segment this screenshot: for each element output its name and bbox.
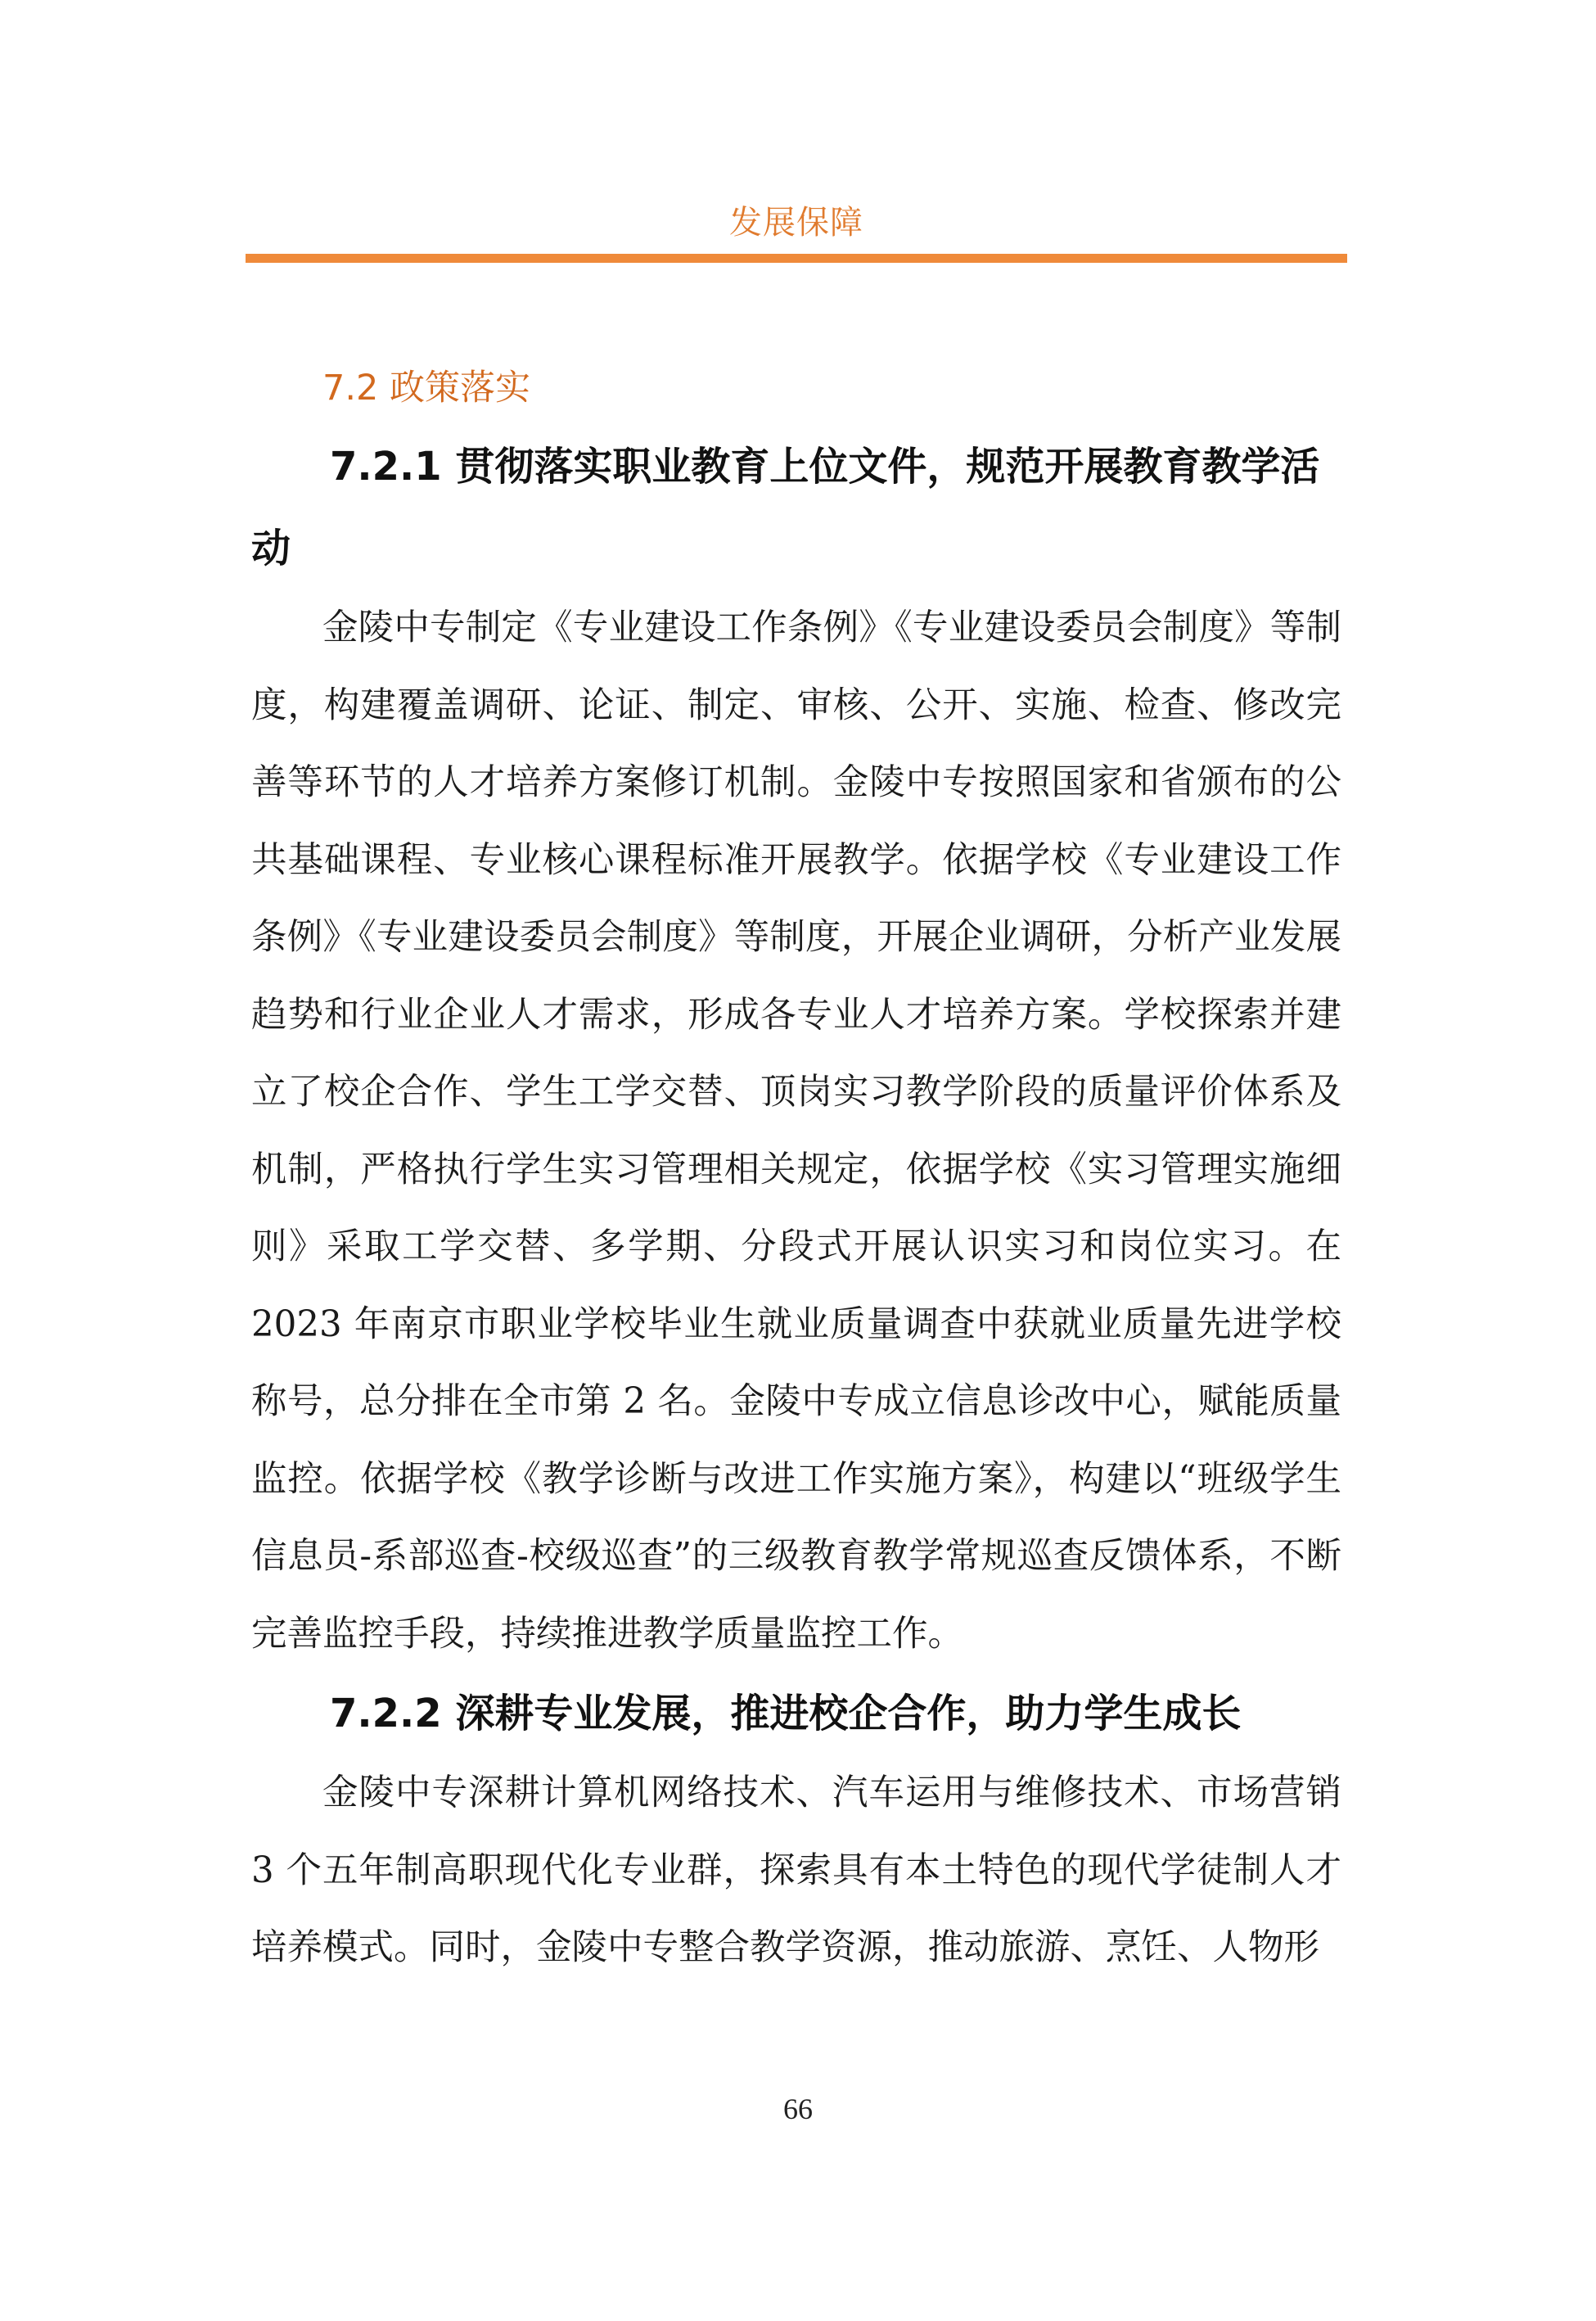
header-rule: [246, 254, 1347, 263]
page-number: 66: [783, 2093, 813, 2125]
subsection-heading-7-2-1: 7.2.1 贯彻落实职业教育上位文件，规范开展教育教学活动: [251, 444, 1320, 571]
subsection-heading-7-2-2: 7.2.2 深耕专业发展，推进校企合作，助力学生成长: [330, 1691, 1242, 1736]
paragraph-7-2-2: 金陵中专深耕计算机网络技术、汽车运用与维修技术、市场营销 3 个五年制高职现代化专业群，探索具有本土特色的现代学徒制人才培养模式。同时，金陵中专整合教学资源，推动旅游、烹饪、人物形: [251, 1772, 1341, 1968]
paragraph-7-2-1: 金陵中专制定《专业建设工作条例》《专业建设委员会制度》等制度，构建覆盖调研、论证、制定、审核、公开、实施、检查、修改完善等环节的人才培养方案修订机制。金陵中专按照国家和省颁布的公共基础课程、专业核心课程标准开展教学。依据学校《专业建设工作条例》《专业建设委员会制度》等制度，开展企业调研，分析产业发展趋势和行业企业人才需求，形成各专业人才培养方案。学校探索并建立了校企合作、学生工学交替、顶岗实习教学阶段的质量评价体系及机制，严格执行学生实习管理相关规定，依据学校《实习管理实施细则》采取工学交替、多学期、分段式开展认识实习和岗位实习。在 2023 年南京市职业学校毕业生就业质量调查中获就业质量先进学校称号，总分排在全市第 2 名。金陵中专成立信息诊改中心，赋能质量监控。依据学校《教学诊断与改进工作实施方案》，构建以“班级学生信息员-系部巡查-校级巡查”的三级教育教学常规巡查反馈体系，不断完善监控手段，持续推进教学质量监控工作。: [251, 607, 1341, 1655]
running-header: 发展保障: [729, 204, 863, 242]
page-body: [251, 426, 1341, 1987]
section-title: 7.2 政策落实: [322, 368, 531, 409]
